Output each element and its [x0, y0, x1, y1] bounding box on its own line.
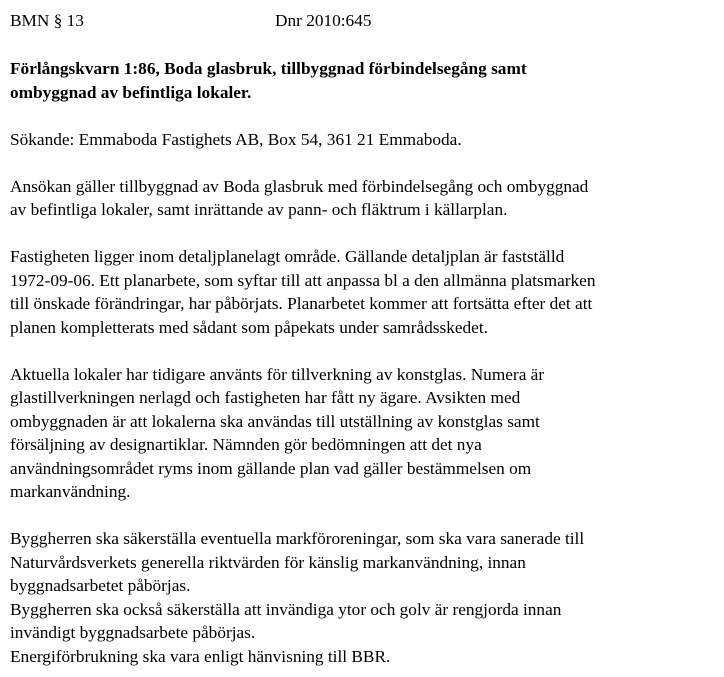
text-line: markanvändning.: [10, 482, 131, 501]
text-line: byggnadsarbetet påbörjas.: [10, 576, 191, 595]
paragraph-plan: [10, 245, 720, 339]
applicant-line: Sökande: Emmaboda Fastighets AB, Box 54, 361 21 Emmaboda.: [10, 129, 462, 149]
text-line: Naturvårdsverkets generella riktvärden för känslig markanvändning, innan: [10, 552, 526, 572]
text-line: planen kompletterats med sådant som påpekats under samrådsskedet.: [10, 317, 488, 337]
text-line: Ansökan gäller tillbyggnad av Boda glasbruk med förbindelsegång och ombyggnad: [10, 176, 589, 196]
document-header: [10, 9, 720, 33]
text-line: glastillverkningen nerlagd och fastigheten har fått ny ägare. Avsikten med: [10, 388, 521, 407]
case-number: Dnr 2010:645: [275, 11, 372, 30]
document-title: [10, 57, 720, 104]
text-line: av befintliga lokaler, samt inrättande av pann- och fläktrum i källarplan.: [10, 200, 508, 219]
section-reference: BMN § 13: [10, 11, 84, 30]
document-page: [10, 0, 720, 668]
text-line: Aktuella lokaler har tidigare använts för tillverkning av konstglas. Numera är: [10, 364, 545, 384]
text-line: invändigt byggnadsarbete påbörjas.: [10, 623, 256, 642]
title-line: ombyggnad av befintliga lokaler.: [10, 82, 252, 102]
paragraph-application: [10, 175, 720, 222]
text-line: 1972-09-06. Ett planarbete, som syftar till att anpassa bl a den allmänna platsmarken: [10, 270, 596, 290]
text-line: till önskade förändringar, har påbörjats. Planarbetet kommer att fortsätta efter det att: [10, 294, 593, 313]
text-line: ombyggnaden är att lokalerna ska användas till utställning av konstglas samt: [10, 411, 540, 431]
text-line: Byggherren ska säkerställa eventuella markföroreningar, som ska vara sanerade till: [10, 529, 585, 548]
text-line: användningsområdet ryms inom gällande plan vad gäller bestämmelsen om: [10, 458, 532, 478]
text-line: Byggherren ska också säkerställa att invändiga ytor och golv är rengjorda innan: [10, 599, 562, 619]
text-line: försäljning av designartiklar. Nämnden gör bedömningen att det nya: [10, 435, 482, 454]
paragraph-conditions: [10, 527, 720, 668]
text-line: Fastigheten ligger inom detaljplanelagt område. Gällande detaljplan är fastställd: [10, 247, 565, 266]
text-line: Energiförbrukning ska vara enligt hänvisning till BBR.: [10, 646, 391, 666]
paragraph-premises: [10, 363, 720, 504]
title-line: Förlångskvarn 1:86, Boda glasbruk, tillbyggnad förbindelsegång samt: [10, 59, 527, 78]
